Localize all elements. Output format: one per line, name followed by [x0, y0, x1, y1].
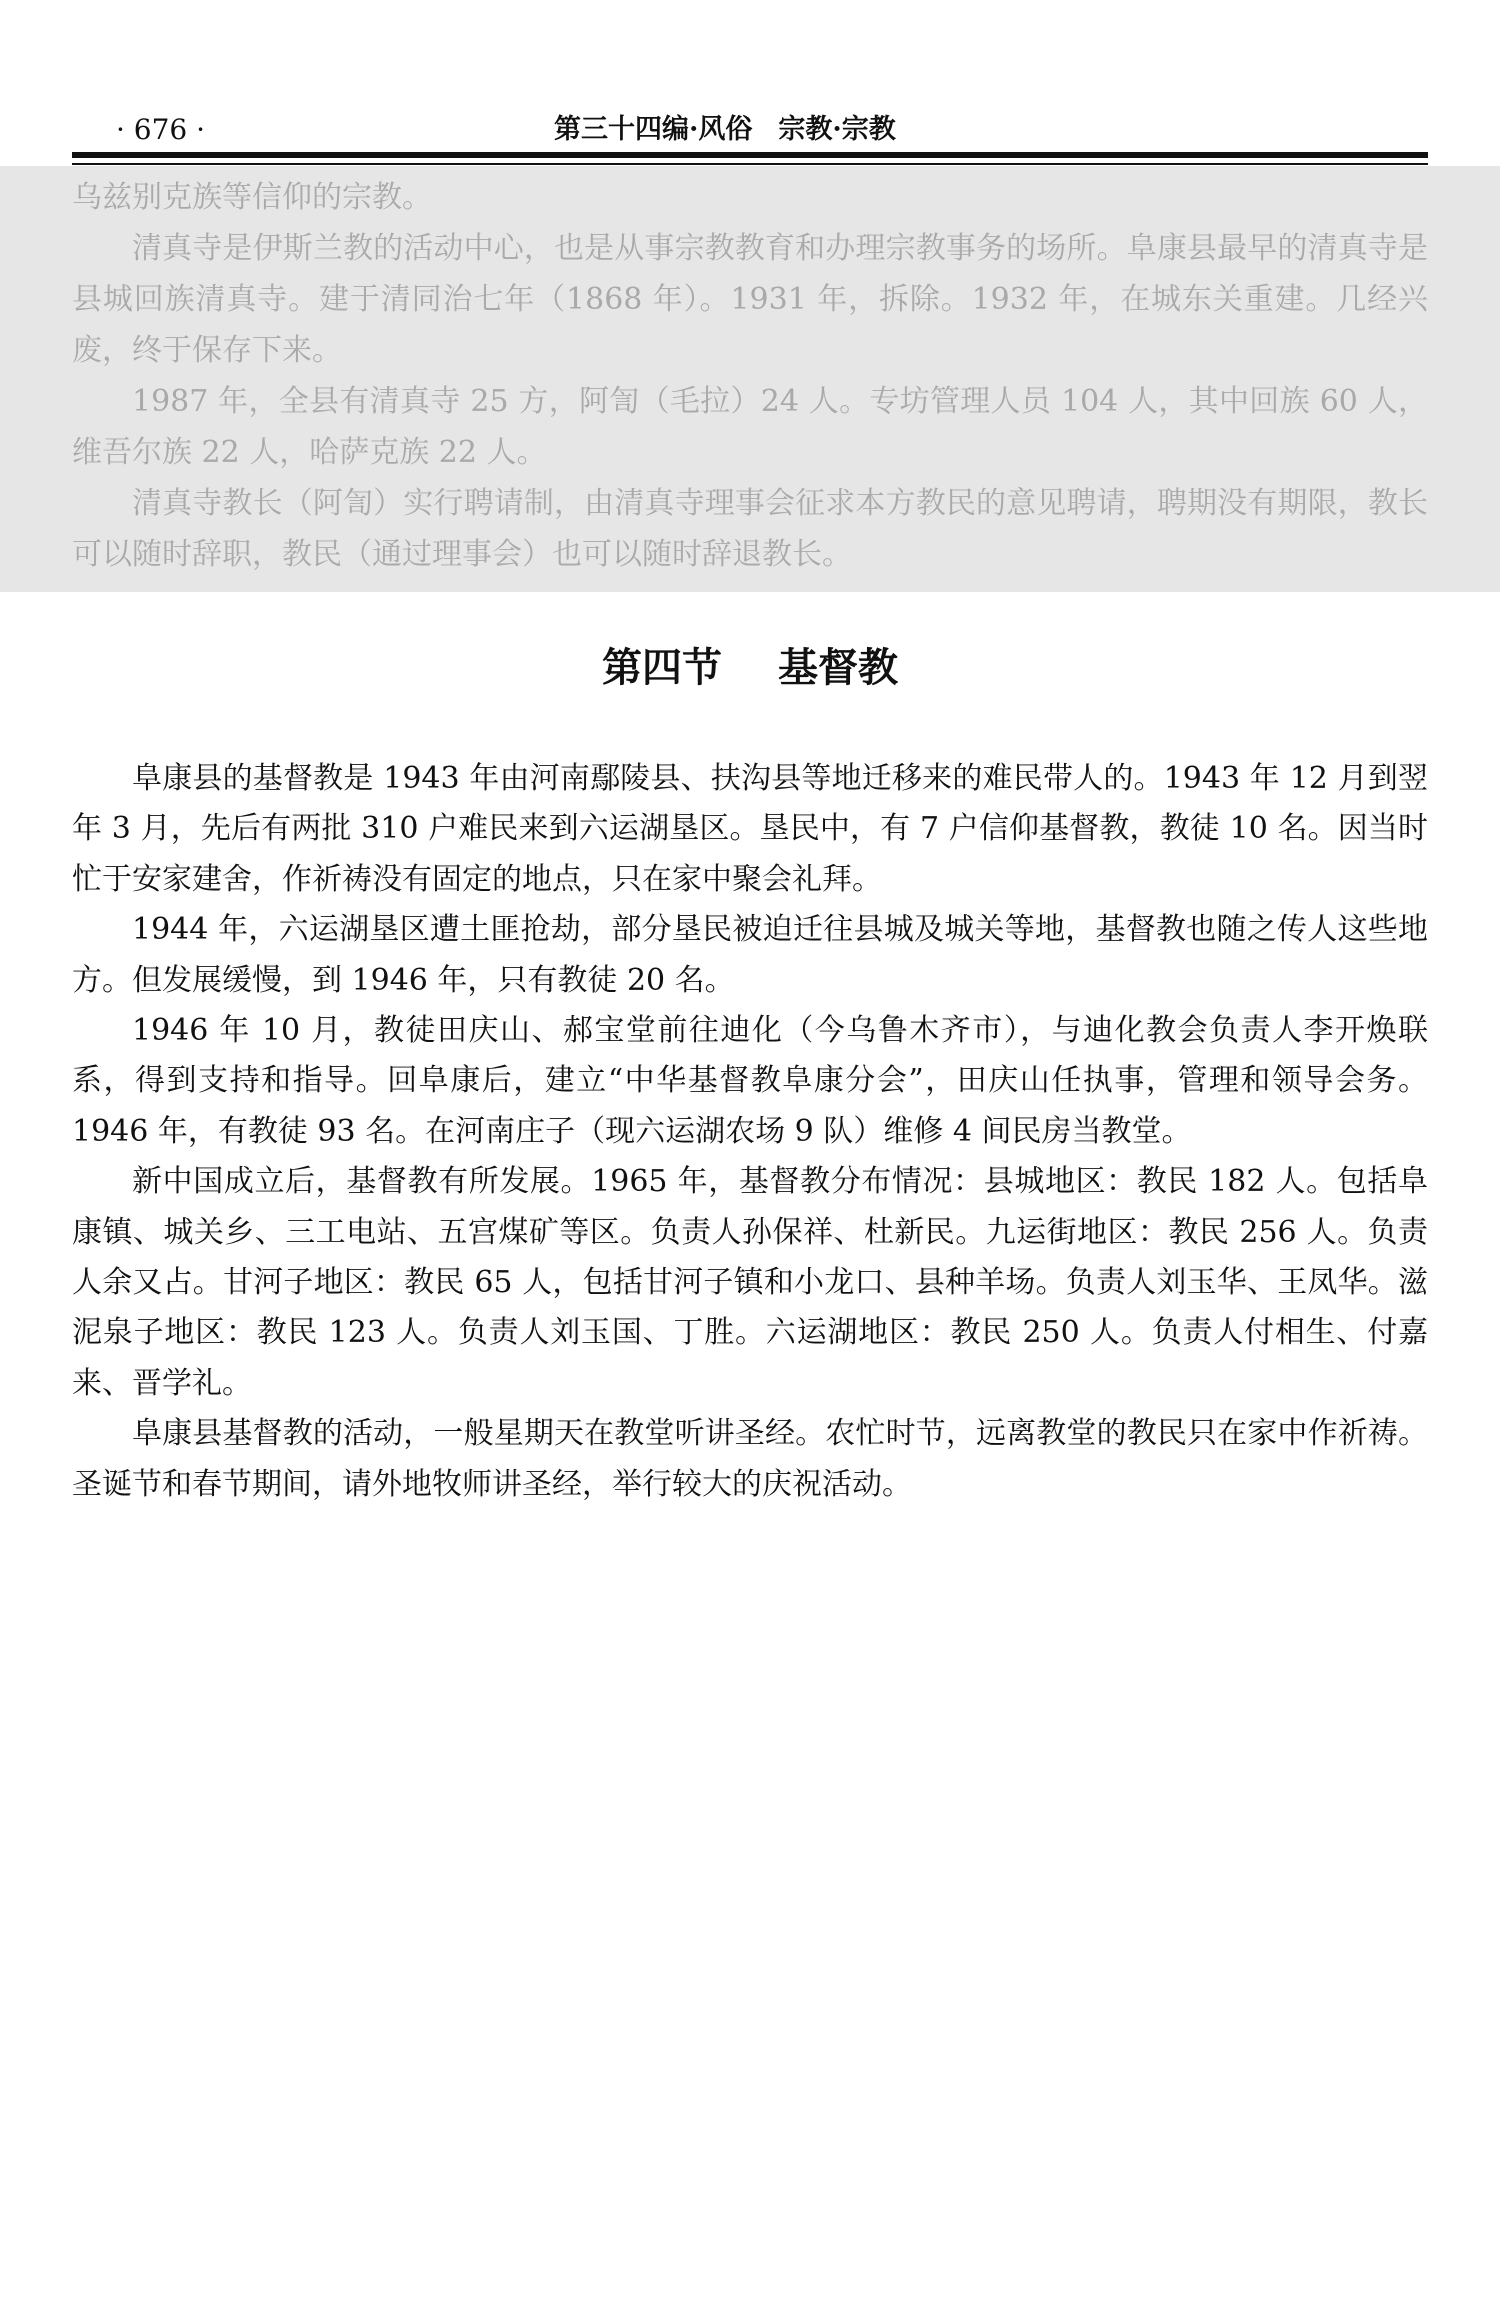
- body-paragraph: 1946 年 10 月，教徒田庆山、郝宝堂前往迪化（今乌鲁木齐市），与迪化教会负责人李开焕联系，得到支持和指导。回阜康后，建立“中华基督教阜康分会”，田庆山任执事，管理和领导会务。1946 年，有教徒 93 名。在河南庄子（现六运湖农场 9 队）维修 4 间民房当教堂。: [72, 1013, 1428, 1149]
- body-paragraph: 阜康县的基督教是 1943 年由河南鄢陵县、扶沟县等地迁移来的难民带人的。1943 年 12 月到翌年 3 月，先后有两批 310 户难民来到六运湖垦区。垦民中，有 7 户信仰基督教，教徒 10 名。因当时忙于安家建舍，作祈祷没有固定的地点，只在家中聚会礼拜。: [72, 761, 1428, 897]
- faded-paragraph: 清真寺是伊斯兰教的活动中心，也是从事宗教教育和办理宗教事务的场所。阜康县最早的清真寺是县城回族清真寺。建于清同治七年（1868 年）。1931 年，拆除。1932 年，在城东关重建。几经兴废，终于保存下来。: [72, 231, 1428, 368]
- faded-paragraph: 乌兹别克族等信仰的宗教。: [72, 180, 432, 215]
- faded-paragraph: 1987 年，全县有清真寺 25 方，阿訇（毛拉）24 人。专坊管理人员 104 人，其中回族 60 人，维吾尔族 22 人，哈萨克族 22 人。: [72, 384, 1428, 470]
- body-paragraph: 阜康县基督教的活动，一般星期天在教堂听讲圣经。农忙时节，远离教堂的教民只在家中作祈祷。圣诞节和春节期间，请外地牧师讲圣经，举行较大的庆祝活动。: [72, 1416, 1428, 1502]
- running-title-part: 第三十四编·风俗: [554, 114, 753, 145]
- page-number: · 676 ·: [116, 113, 206, 146]
- body-paragraph: 1944 年，六运湖垦区遭土匪抢劫，部分垦民被迫迁往县城及城关等地，基督教也随之传人这些地方。但发展缓慢，到 1946 年，只有教徒 20 名。: [72, 912, 1428, 998]
- faded-text: [72, 172, 1428, 580]
- header-rule-thin: [72, 163, 1428, 165]
- faded-paragraph: 清真寺教长（阿訇）实行聘请制，由清真寺理事会征求本方教民的意见聘请，聘期没有期限，教长可以随时辞职，教民（通过理事会）也可以随时辞退教长。: [72, 486, 1428, 572]
- faded-previous-text-block: [0, 166, 1500, 592]
- page-header: [72, 108, 1428, 152]
- section-name: 基督教: [778, 644, 898, 691]
- header-rule: [72, 152, 1428, 158]
- body-paragraph: 新中国成立后，基督教有所发展。1965 年，基督教分布情况：县城地区：教民 182 人。包括阜康镇、城关乡、三工电站、五宫煤矿等区。负责人孙保祥、杜新民。九运街地区：教民 256 人。负责人余又占。甘河子地区：教民 65 人，包括甘河子镇和小龙口、县种羊场。负责人刘玉华、王凤华。滋泥泉子地区：教民 123 人。负责人刘玉国、丁胜。六运湖地区：教民 250 人。负责人付相生、付嘉来、晋学礼。: [72, 1164, 1428, 1401]
- section-title: [0, 640, 1500, 696]
- running-title: [554, 108, 896, 152]
- section-body: [72, 754, 1428, 1510]
- section-number: 第四节: [602, 644, 722, 691]
- running-title-part: 宗教·宗教: [778, 114, 896, 145]
